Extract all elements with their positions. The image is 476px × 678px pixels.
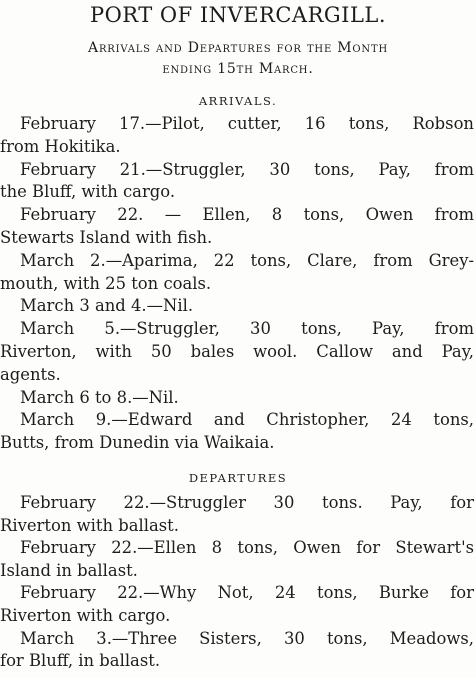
page-title: PORT OF INVERCARGILL.	[89, 3, 387, 27]
departure-line: Riverton with cargo.	[0, 605, 171, 625]
departure-line: February 22.—Struggler 30 tons. Pay, for	[20, 493, 474, 512]
arrival-line: from Hokitika.	[0, 136, 121, 156]
arrival-line: mouth, with 25 ton coals.	[0, 273, 212, 293]
arrival-line: February 17.—Pilot, cutter, 16 tons, Robson	[20, 114, 474, 133]
arrivals-heading: ARRIVALS.	[198, 94, 278, 108]
departures-heading: DEPARTURES	[188, 471, 288, 485]
departure-line: February 22.—Why Not, 24 tons, Burke for	[20, 583, 474, 603]
subtitle-line-2: ending 15th March.	[162, 61, 314, 77]
subtitle-line-1: Arrivals and Departures for the Month	[88, 40, 388, 56]
arrival-line: March 5.—Struggler, 30 tons, Pay, from	[20, 319, 474, 339]
arrival-line: March 9.—Edward and Christopher, 24 tons,	[20, 410, 474, 430]
arrival-line: February 21.—Struggler, 30 tons, Pay, from	[20, 159, 474, 179]
departure-line: for Bluff, in ballast.	[0, 651, 161, 671]
departures-list	[0, 492, 476, 673]
arrival-line: March 6 to 8.—Nil.	[20, 387, 179, 407]
arrival-line: Riverton, with 50 bales wool. Callow and Pay,	[0, 341, 474, 361]
departure-line: Island in ballast.	[0, 560, 138, 580]
departure-line: March 3.—Three Sisters, 30 tons, Meadows,	[20, 628, 474, 648]
arrival-line: February 22. — Ellen, 8 tons, Owen from	[20, 205, 474, 225]
arrival-line: the Bluff, with cargo.	[0, 182, 176, 202]
departure-line: Riverton with ballast.	[0, 515, 179, 535]
arrival-line: Stewarts Island with fish.	[0, 227, 213, 247]
arrival-line: Butts, from Dunedin via Waikaia.	[0, 433, 275, 453]
arrival-line: March 2.—Aparima, 22 tons, Clare, from Grey-	[20, 250, 474, 270]
arrival-line: March 3 and 4.—Nil.	[20, 296, 194, 316]
arrivals-list	[0, 113, 476, 455]
departure-line: February 22.—Ellen 8 tons, Owen for Stewart's	[20, 538, 474, 558]
arrival-line: agents.	[0, 364, 61, 384]
